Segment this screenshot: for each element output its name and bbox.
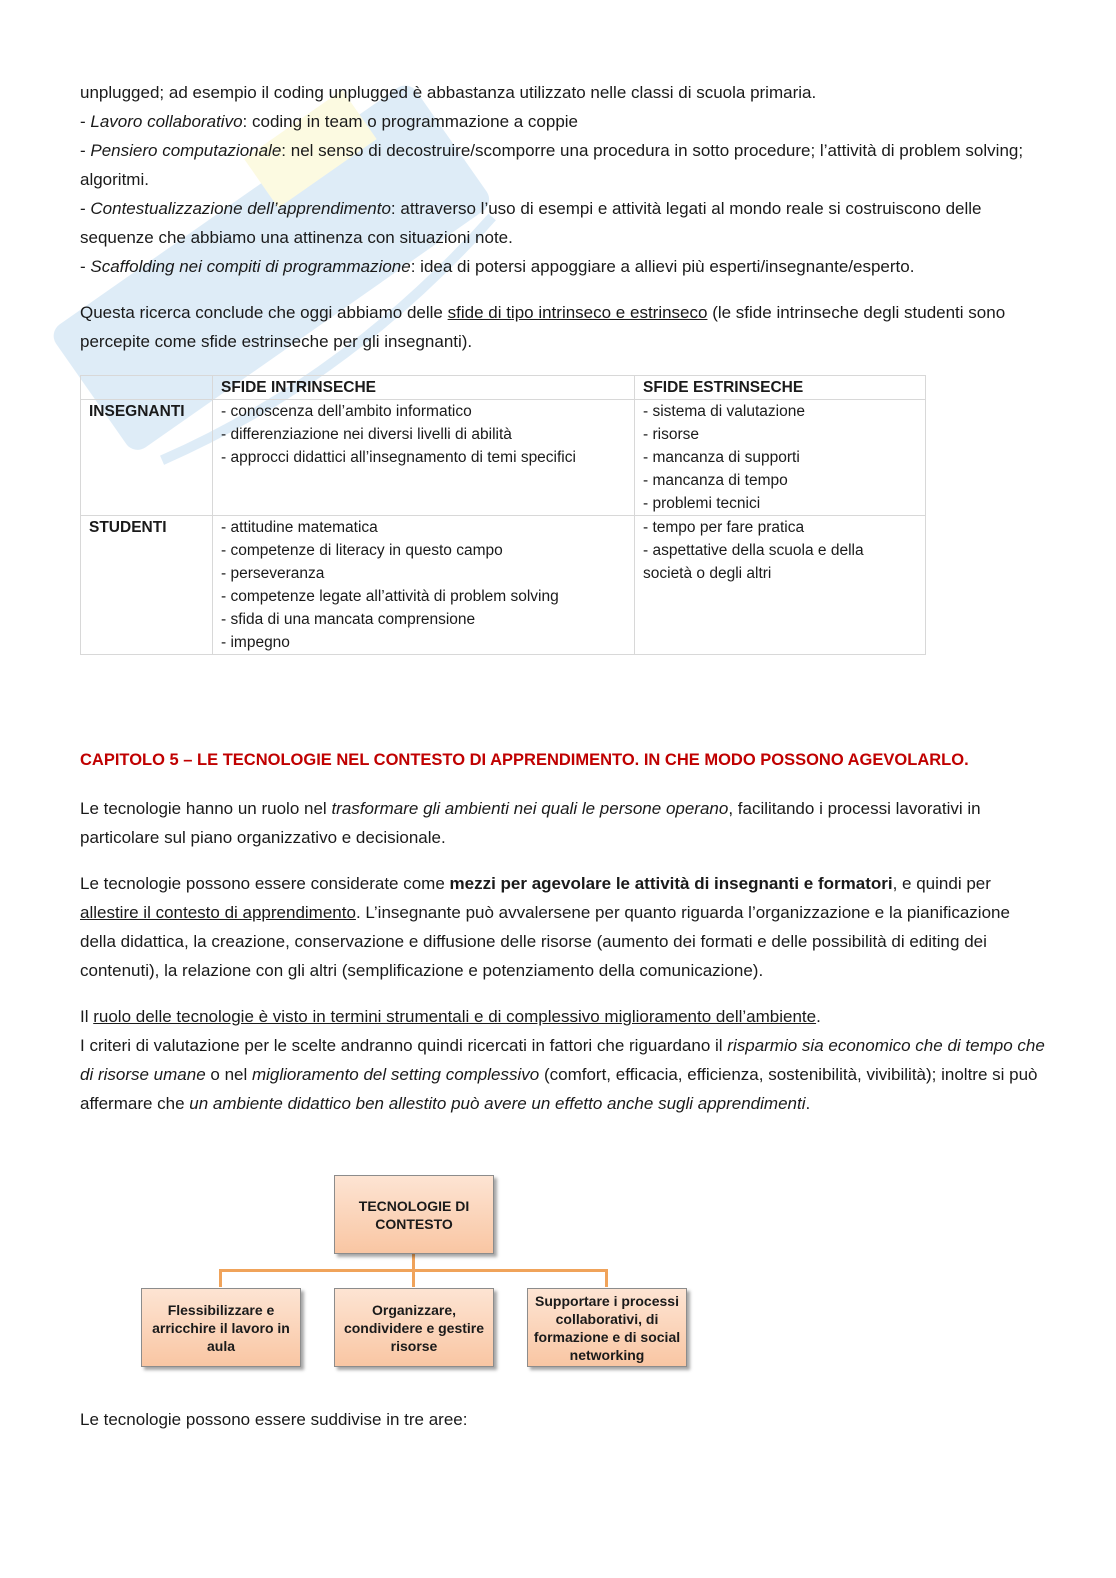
- list-item: - impegno: [221, 634, 290, 651]
- list-item: - conoscenza dell’ambito informatico: [221, 403, 472, 420]
- bullet-contestualizzazione: - Contestualizzazione dell’apprendimento: attraverso l’uso di esempi e attività legati al mondo reale si costruiscono delle sequenze che abbiamo una attinenza con situazioni note.: [80, 199, 982, 247]
- list-item: - differenziazione nei diversi livelli di abilità: [221, 426, 512, 443]
- diagram-child-2: [334, 1288, 494, 1367]
- list-item: - risorse: [643, 426, 699, 443]
- list-item: - tempo per fare pratica: [643, 519, 805, 536]
- list-item: - perseveranza: [221, 565, 325, 582]
- table-row: [81, 516, 926, 655]
- paragraph-3a: Il ruolo delle tecnologie è visto in termini strumentali e di complessivo miglioramento dell’ambiente.: [80, 1007, 821, 1026]
- insegnanti-intrinseche: [213, 400, 635, 516]
- diagram-child-1-label: Flessibilizzare e arricchire il lavoro in aula: [152, 1301, 290, 1354]
- list-item: - sistema di valutazione: [643, 403, 805, 420]
- list-item: - mancanza di tempo: [643, 472, 788, 489]
- connector-vertical-middle: [412, 1269, 415, 1287]
- table-header-row: [81, 376, 926, 400]
- list-item: - aspettative della scuola e della: [643, 542, 864, 559]
- bullet-scaffolding: - Scaffolding nei compiti di programmazione: idea di potersi appoggiare a allievi più esperti/insegnante/esperto.: [80, 257, 915, 276]
- challenges-table: [80, 375, 926, 655]
- intro-line-1: unplugged; ad esempio il coding unplugged è abbastanza utilizzato nelle classi di scuola primaria.: [80, 83, 817, 102]
- diagram-child-3: [527, 1288, 687, 1367]
- table-header-estrinseche: SFIDE ESTRINSECHE: [635, 376, 926, 400]
- table-row: [81, 400, 926, 516]
- diagram-root-box: [334, 1175, 494, 1254]
- insegnanti-estrinseche: [635, 400, 926, 516]
- list-item: - competenze legate all’attività di problem solving: [221, 588, 559, 605]
- row-label-insegnanti: INSEGNANTI: [81, 400, 213, 516]
- bullet-lavoro-collaborativo: - Lavoro collaborativo: coding in team o programmazione a coppie: [80, 112, 579, 131]
- studenti-estrinseche: [635, 516, 926, 655]
- list-item: società o degli altri: [643, 565, 772, 582]
- connector-vertical-left: [219, 1269, 222, 1287]
- paragraph-3b: I criteri di valutazione per le scelte andranno quindi ricercati in fattori che riguardano il risparmio sia economico che di tempo che di risorse umane o nel miglioramento del setting complessivo (comfort, efficacia, efficienza, sostenibilità, vivibilità); inoltre si può affermare che un ambiente didattico ben allestito può avere un effetto anche sugli apprendimenti.: [80, 1036, 1045, 1113]
- list-item: - competenze di literacy in questo campo: [221, 542, 503, 559]
- studenti-intrinseche: [213, 516, 635, 655]
- diagram-child-1: [141, 1288, 301, 1367]
- tecnologie-diagram: [138, 1172, 698, 1372]
- row-label-studenti: STUDENTI: [81, 516, 213, 655]
- chapter-body: [80, 794, 1045, 1118]
- conclusion-paragraph: Questa ricerca conclude che oggi abbiamo delle sfide di tipo intrinseco e estrinseco (le sfide intrinseche degli studenti sono percepite come sfide estrinseche per gli insegnanti).: [80, 303, 1006, 351]
- intro-section: [80, 78, 1045, 356]
- paragraph-2: Le tecnologie possono essere considerate come mezzi per agevolare le attività di insegnanti e formatori, e quindi per allestire il contesto di apprendimento. L’insegnante può avvalersene per quanto riguarda l’organizzazione e la pianificazione della didattica, la creazione, conservazione e diffusione delle risorse (aumento dei formati e delle possibilità di editing dei contenuti), la relazione con gli altri (semplificazione e potenziamento della comunicazione).: [80, 874, 1010, 980]
- table-header-intrinseche: SFIDE INTRINSECHE: [213, 376, 635, 400]
- paragraph-1: Le tecnologie hanno un ruolo nel trasformare gli ambienti nei quali le persone operano, facilitando i processi lavorativi in particolare sul piano organizzativo e decisionale.: [80, 799, 981, 847]
- diagram-root-label: TECNOLOGIE DI CONTESTO: [358, 1197, 470, 1232]
- bullet-pensiero-computazionale: - Pensiero computazionale: nel senso di decostruire/scomporre una procedura in sotto procedure; l’attività di problem solving; algoritmi.: [80, 141, 1024, 189]
- connector-vertical-right: [605, 1269, 608, 1287]
- list-item: - attitudine matematica: [221, 519, 378, 536]
- connector-vertical-root: [412, 1254, 415, 1270]
- list-item: - mancanza di supporti: [643, 449, 800, 466]
- diagram-child-3-label: Supportare i processi collaborativi, di formazione e di social networking: [533, 1292, 681, 1363]
- list-item: - approcci didattici all’insegnamento di temi specifici: [221, 449, 576, 466]
- diagram-child-2-label: Organizzare, condividere e gestire risorse: [343, 1301, 485, 1354]
- closing-line: Le tecnologie possono essere suddivise in tre aree:: [80, 1410, 468, 1429]
- chapter-title: CAPITOLO 5 – LE TECNOLOGIE NEL CONTESTO DI APPRENDIMENTO. IN CHE MODO POSSONO AGEVOLARLO.: [80, 751, 969, 769]
- table-header-empty: [81, 376, 213, 400]
- list-item: - sfida di una mancata comprensione: [221, 611, 476, 628]
- list-item: - problemi tecnici: [643, 495, 761, 512]
